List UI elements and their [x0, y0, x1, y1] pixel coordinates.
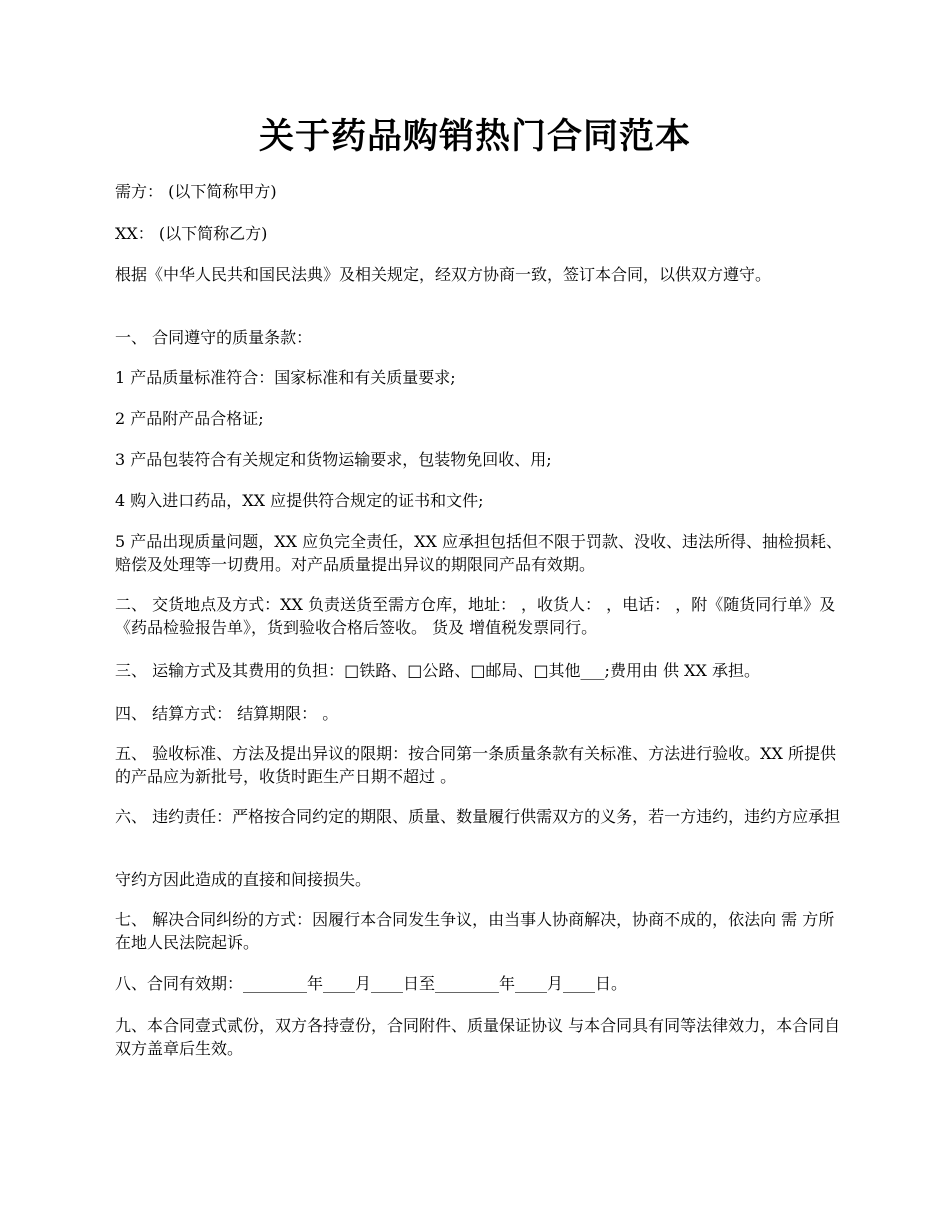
paragraph-preamble: 根据《中华人民共和国民法典》及相关规定，经双方协商一致，签订本合同，以供双方遵守。 [115, 265, 772, 284]
paragraph-section-3: 三、 运输方式及其费用的负担：□铁路、□公路、□邮局、□其他___;费用由 供 XX 承担。 [115, 661, 760, 680]
paragraph-buyer: 需方： (以下简称甲方) [115, 182, 277, 201]
paragraph-clause-4: 4 购入进口药品，XX 应提供符合规定的证书和文件; [115, 491, 484, 510]
paragraph-section-6: 六、 违约责任：严格按合同约定的期限、质量、数量履行供需双方的义务，若一方违约，违约方应承担 [115, 807, 841, 826]
paragraph-clause-1: 1 产品质量标准符合：国家标准和有关质量要求; [115, 368, 456, 387]
document-title: 关于药品购销热门合同范本 [258, 116, 691, 157]
paragraph-seller: XX： (以下简称乙方) [115, 224, 268, 243]
paragraph-clause-5: 5 产品出现质量问题，XX 应负完全责任，XX 应承担包括但不限于罚款、没收、违法所得、抽检损耗、赔偿及处理等一切费用。对产品质量提出异议的期限同产品有效期。 [115, 532, 843, 574]
paragraph-section-1-heading: 一、 合同遵守的质量条款： [115, 328, 313, 347]
paragraph-section-7: 七、 解决合同纠纷的方式：因履行本合同发生争议，由当事人协商解决，协商不成的，依法向 需 方所在地人民法院起诉。 [115, 910, 835, 952]
paragraph-section-9: 九、本合同壹式贰份，双方各持壹份，合同附件、质量保证协议 与本合同具有同等法律效力，本合同自双方盖章后生效。 [115, 1016, 841, 1058]
paragraph-section-4: 四、 结算方式： 结算期限： 。 [115, 704, 339, 723]
paragraph-section-2: 二、 交货地点及方式：XX 负责送货至需方仓库，地址： ，收货人： ，电话： ，附《随货同行单》及《药品检验报告单》，货到验收合格后签收。 货及 增值税发票同行。 [115, 595, 836, 637]
paragraph-section-8: 八、合同有效期：________年____月____日至________年____月____日。 [115, 974, 628, 993]
paragraph-clause-3: 3 产品包装符合有关规定和货物运输要求，包装物免回收、用; [115, 450, 552, 469]
paragraph-clause-2: 2 产品附产品合格证; [115, 409, 264, 428]
paragraph-section-6-continued: 守约方因此造成的直接和间接损失。 [115, 870, 372, 889]
paragraph-section-5: 五、 验收标准、方法及提出异议的限期：按合同第一条质量条款有关标准、方法进行验收。XX 所提供的产品应为新批号，收货时距生产日期不超过 。 [115, 744, 836, 786]
